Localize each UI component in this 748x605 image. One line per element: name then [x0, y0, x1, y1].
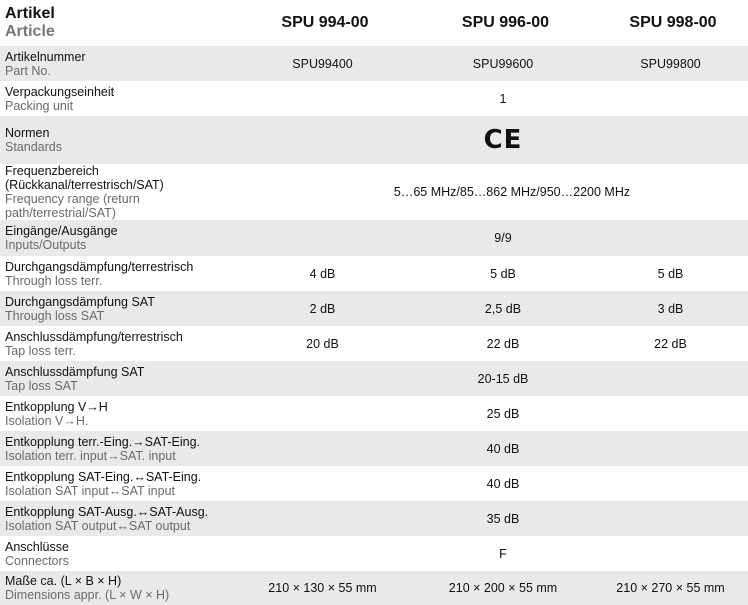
row-label-en: Connectors — [5, 553, 69, 568]
value-1: 210 × 130 × 55 mm — [232, 571, 413, 605]
row-through-loss-sat — [0, 291, 748, 326]
row-frequency-range — [0, 164, 748, 220]
row-label-en: Isolation terr. input→SAT. input — [5, 448, 176, 463]
header-label-de: Artikel — [5, 5, 55, 22]
row-label-de: Entkopplung V→H — [5, 399, 108, 414]
row-label-de: Artikelnummer — [5, 49, 86, 64]
row-label-en: Standards — [5, 140, 62, 154]
value-shared: 20-15 dB — [413, 361, 593, 396]
value-2: 2,5 dB — [413, 291, 593, 326]
row-label-en: Through loss terr. — [5, 273, 103, 288]
row-label-en: Part No. — [5, 63, 51, 78]
value-3: 3 dB — [593, 291, 748, 326]
model-3: SPU 998-00 — [593, 0, 748, 46]
model-2: SPU 996-00 — [413, 0, 593, 46]
row-packing-unit — [0, 81, 748, 116]
value-shared: 35 dB — [413, 501, 593, 536]
row-label-de: Anschlüsse — [5, 539, 69, 554]
row-label-en: Through loss SAT — [5, 308, 105, 323]
value-2: 210 × 200 × 55 mm — [413, 571, 593, 605]
row-dimensions — [0, 571, 748, 605]
value-shared: F — [499, 546, 507, 561]
value-shared: 40 dB — [486, 476, 520, 491]
row-isolation-sat-output — [0, 501, 748, 536]
row-label-en: Inputs/Outputs — [5, 238, 87, 252]
row-label-en: Dimensions appr. (L × W × H) — [5, 588, 170, 602]
row-label-de: Anschlussdämpfung SAT — [5, 364, 145, 379]
value-shared: 25 dB — [486, 406, 520, 421]
row-label-en: Packing unit — [5, 98, 74, 113]
row-label-de: Eingänge/Ausgänge — [5, 224, 118, 238]
row-connectors — [0, 536, 748, 571]
value-1: 2 dB — [232, 291, 413, 326]
header-row — [0, 0, 748, 46]
value-1: 20 dB — [306, 336, 339, 351]
row-label-en: Frequency range (return path/terrestrial/SAT) — [5, 192, 140, 220]
value-2: SPU99600 — [413, 46, 593, 81]
row-inputs-outputs — [0, 220, 748, 256]
header-label-en: Article — [5, 23, 55, 40]
row-label-de: Durchgangsdämpfung SAT — [5, 294, 155, 309]
row-label-en: Isolation SAT input↔SAT input — [5, 483, 176, 498]
row-label-de: Durchgangsdämpfung/terrestrisch — [5, 259, 194, 274]
row-label-de: Normen — [5, 126, 50, 140]
row-label-de: Entkopplung SAT-Eing.↔SAT-Eing. — [5, 469, 202, 484]
row-tap-loss-sat — [0, 361, 748, 396]
row-tap-loss-terr — [0, 326, 748, 361]
value-3: SPU99800 — [593, 46, 748, 81]
row-label-en: Tap loss SAT — [5, 378, 78, 393]
row-isolation-sat-input — [0, 466, 748, 501]
row-part-no — [0, 46, 748, 81]
row-label-de: Anschlussdämpfung/terrestrisch — [5, 329, 183, 344]
value-2: 22 dB — [486, 336, 520, 351]
value-1: SPU99400 — [232, 46, 413, 81]
value-1: 4 dB — [309, 266, 336, 281]
value-shared: 40 dB — [413, 431, 593, 466]
header-label — [0, 0, 232, 46]
row-standards — [0, 116, 748, 164]
row-label-en: Tap loss terr. — [5, 343, 76, 358]
value-shared: 5…65 MHz/85…862 MHz/950…2200 MHz — [393, 185, 631, 199]
row-isolation-terr-sat — [0, 431, 748, 466]
value-2: 5 dB — [490, 266, 516, 281]
value-3: 22 dB — [654, 336, 687, 351]
row-through-loss-terr — [0, 256, 748, 291]
model-1: SPU 994-00 — [232, 0, 413, 46]
row-label-de: Maße ca. (L × B × H) — [5, 574, 122, 588]
ce-mark: CE — [483, 125, 523, 155]
value-shared: 9/9 — [413, 220, 593, 256]
row-label-en: Isolation V→H. — [5, 413, 89, 428]
row-label-en: Isolation SAT output↔SAT output — [5, 518, 191, 533]
value-3: 210 × 270 × 55 mm — [593, 571, 748, 605]
row-label-de: Frequenzbereich (Rückkanal/terrestrisch/SAT) — [5, 164, 164, 192]
value-shared: 1 — [499, 91, 507, 106]
row-label-de: Entkopplung SAT-Ausg.↔SAT-Ausg. — [5, 504, 209, 519]
row-label-de: Entkopplung terr.-Eing.→SAT-Eing. — [5, 434, 201, 449]
value-3: 5 dB — [657, 266, 684, 281]
row-isolation-vh — [0, 396, 748, 431]
row-label-de: Verpackungseinheit — [5, 84, 115, 99]
